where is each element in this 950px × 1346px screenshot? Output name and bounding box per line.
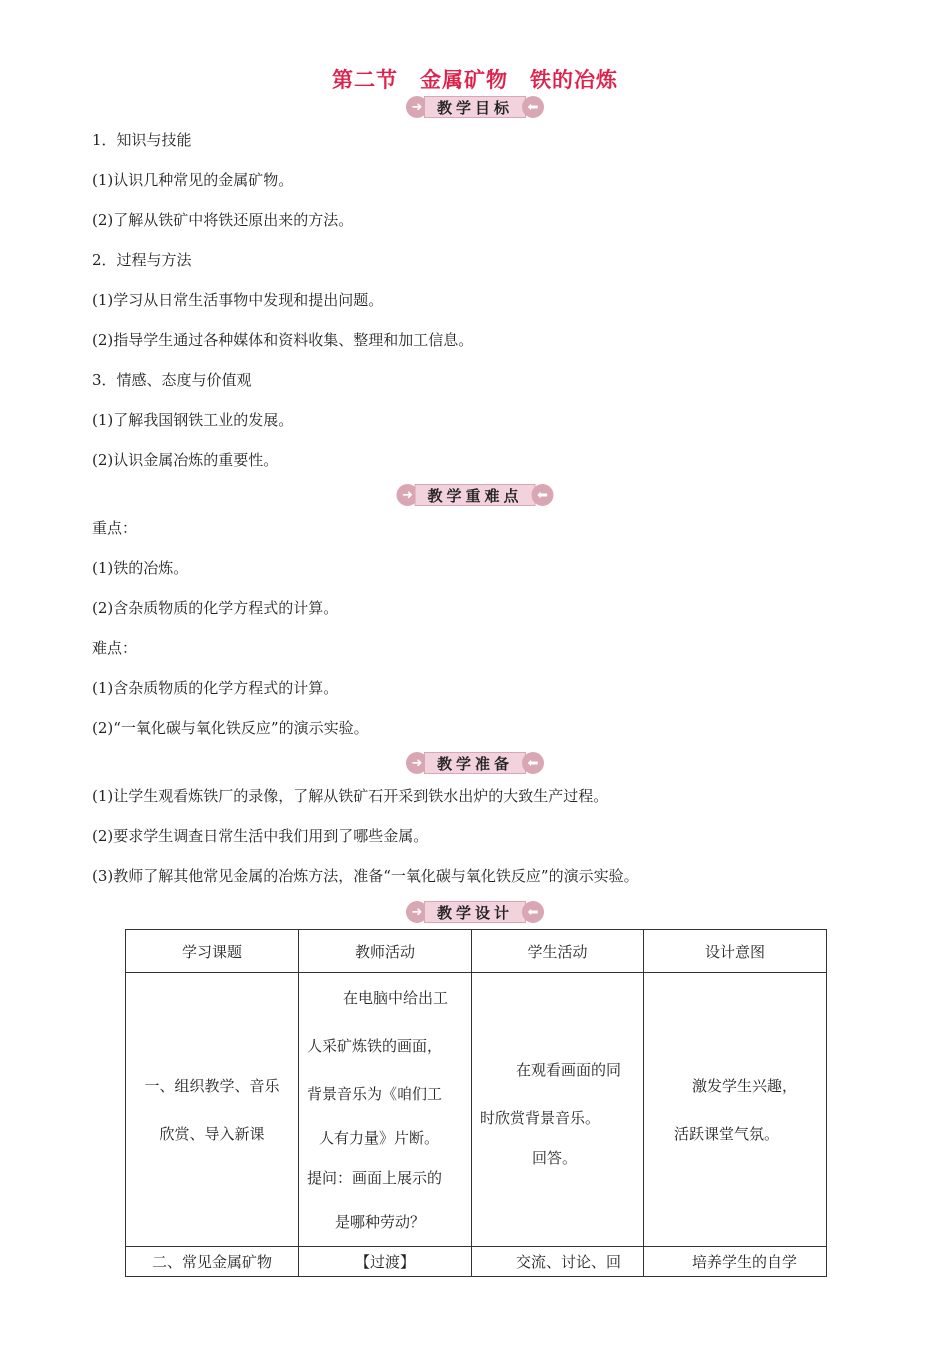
arrow-left-icon: ⬅	[522, 96, 544, 118]
cell-line: 时欣赏背景音乐。	[480, 1108, 601, 1127]
objective-line: (1)认识几种常见的金属矿物。	[92, 171, 294, 189]
objective-line: (2)指导学生通过各种媒体和资料收集、整理和加工信息。	[92, 331, 474, 349]
key-point-line: 难点：	[92, 639, 138, 657]
objective-line: (1)了解我国钢铁工业的发展。	[92, 411, 294, 429]
objective-line: 2．过程与方法	[92, 251, 192, 269]
cell-line: 人有力量》片断。	[319, 1128, 440, 1147]
section-badge-objectives	[406, 94, 544, 120]
objective-line: (2)了解从铁矿中将铁还原出来的方法。	[92, 211, 354, 229]
cell-line: 在观看画面的同	[516, 1060, 622, 1079]
key-point-line: (2)含杂质物质的化学方程式的计算。	[92, 599, 339, 617]
key-point-line: (1)含杂质物质的化学方程式的计算。	[92, 679, 339, 697]
row2-teacher: 【过渡】	[299, 1247, 472, 1277]
objective-line: 1．知识与技能	[92, 131, 192, 149]
section-label: 教学准备	[424, 752, 526, 774]
table-row	[126, 973, 827, 1247]
cell-line: 在电脑中给出工	[343, 988, 449, 1007]
section-label: 教学重难点	[414, 484, 535, 506]
page-title: 第二节 金属矿物 铁的冶炼	[332, 68, 618, 92]
cell-line: 回答。	[532, 1148, 578, 1167]
row1-student	[472, 973, 644, 1247]
cell-line: 是哪种劳动？	[335, 1212, 426, 1231]
arrow-right-icon: ➜	[406, 901, 428, 923]
header-topic: 学习课题	[126, 930, 299, 973]
section-label: 教学设计	[424, 901, 526, 923]
preparation-line: (3)教师了解其他常见金属的冶炼方法，准备“一氧化碳与氧化铁反应”的演示实验。	[92, 867, 639, 885]
key-point-line: (1)铁的冶炼。	[92, 559, 189, 577]
section-label: 教学目标	[424, 96, 526, 118]
objective-line: (2)认识金属冶炼的重要性。	[92, 451, 279, 469]
arrow-left-icon: ⬅	[522, 752, 544, 774]
objective-line: 3．情感、态度与价值观	[92, 371, 252, 389]
row1-topic	[126, 973, 299, 1247]
cell-line: 激发学生兴趣，	[692, 1076, 798, 1095]
objective-line: (1)学习从日常生活事物中发现和提出问题。	[92, 291, 384, 309]
arrow-left-icon: ⬅	[522, 901, 544, 923]
row2-topic: 二、常见金属矿物	[126, 1247, 299, 1277]
cell-line: 活跃课堂气氛。	[674, 1124, 780, 1143]
arrow-right-icon: ➜	[396, 484, 418, 506]
section-badge-key-points	[396, 482, 553, 508]
cell-line: 欣赏、导入新课	[159, 1124, 265, 1143]
arrow-right-icon: ➜	[406, 752, 428, 774]
cell-line: 一、组织教学、音乐	[144, 1076, 280, 1095]
cell-line: 提问：画面上展示的	[307, 1168, 443, 1187]
cell-line: 人采矿炼铁的画面，	[307, 1036, 443, 1055]
row1-intent	[644, 973, 827, 1247]
section-badge-preparation	[406, 750, 544, 776]
key-point-line: 重点：	[92, 519, 138, 537]
row2-intent: 培养学生的自学	[644, 1247, 827, 1277]
cell-line: 背景音乐为《咱们工	[307, 1084, 443, 1103]
preparation-line: (1)让学生观看炼铁厂的录像，了解从铁矿石开采到铁水出炉的大致生产过程。	[92, 787, 609, 805]
header-intent: 设计意图	[644, 930, 827, 973]
header-student: 学生活动	[472, 930, 644, 973]
teaching-design-table	[125, 929, 827, 1277]
section-badge-design	[406, 899, 544, 925]
key-point-line: (2)“一氧化碳与氧化铁反应”的演示实验。	[92, 719, 369, 737]
arrow-right-icon: ➜	[406, 96, 428, 118]
row1-teacher	[299, 973, 472, 1247]
header-teacher: 教师活动	[299, 930, 472, 973]
table-row	[126, 1247, 827, 1277]
arrow-left-icon: ⬅	[532, 484, 554, 506]
table-header-row	[126, 930, 827, 973]
preparation-line: (2)要求学生调查日常生活中我们用到了哪些金属。	[92, 827, 429, 845]
row2-student: 交流、讨论、回	[472, 1247, 644, 1277]
